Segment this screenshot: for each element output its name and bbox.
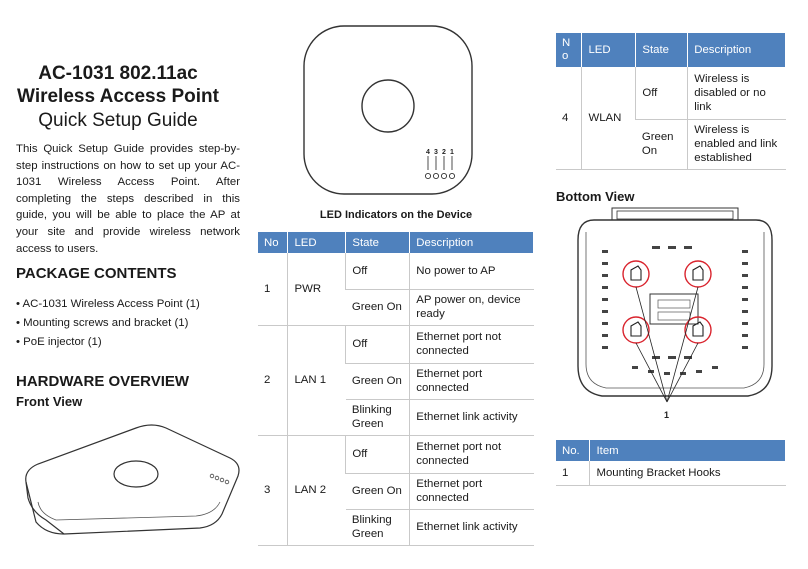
led-description: Ethernet port not connected	[410, 325, 534, 363]
col-header-description: Description	[410, 232, 534, 253]
doc-title-model: AC-1031 802.11ac	[38, 63, 198, 84]
led-description: AP power on, device ready	[410, 289, 534, 325]
led-no: 3	[258, 435, 288, 545]
col-header-no: No.	[556, 440, 590, 461]
package-list	[16, 295, 240, 352]
led-description: Ethernet link activity	[410, 399, 534, 435]
callout-number: 1	[664, 410, 670, 420]
led-number: 3	[434, 149, 438, 156]
col-header-no: No	[258, 232, 288, 253]
led-no: 4	[556, 67, 582, 169]
led-description: Ethernet port connected	[410, 363, 534, 399]
package-item: • PoE injector (1)	[16, 333, 240, 352]
led-indicator-table-continued	[556, 33, 786, 170]
led-state: Off	[636, 67, 688, 119]
table-header-row	[556, 33, 786, 67]
led-name: LAN 1	[288, 325, 346, 435]
led-state: Blinking Green	[346, 509, 410, 545]
device-bottom-view-illustration	[572, 206, 778, 426]
col-header-state: State	[636, 33, 688, 67]
table-row	[258, 253, 534, 289]
led-number: 1	[450, 149, 454, 156]
led-state: Off	[346, 435, 410, 473]
led-name: PWR	[288, 253, 346, 325]
col-header-description: Description	[688, 33, 786, 67]
device-isometric-illustration	[16, 412, 244, 540]
intro-paragraph: This Quick Setup Guide provides step-by-step instructions on how to set up your AC-1031 Wireless Access Point. After completing the steps described in this guide, you will be able to place the AP at your site and provide wireless network access to users.	[16, 143, 240, 255]
led-description: Ethernet port connected	[410, 473, 534, 509]
led-indicator-table	[258, 232, 534, 546]
led-description: Ethernet port not connected	[410, 435, 534, 473]
led-state: Off	[346, 325, 410, 363]
table-header-row	[556, 440, 786, 461]
led-caption: LED Indicators on the Device	[319, 209, 473, 221]
led-state: Green On	[636, 119, 688, 169]
col-header-led: LED	[582, 33, 636, 67]
led-description: No power to AP	[410, 253, 534, 289]
doc-title-guide: Quick Setup Guide	[38, 110, 198, 131]
col-header-no	[556, 33, 582, 67]
doc-title-product: Wireless Access Point	[17, 86, 219, 107]
package-item: • AC-1031 Wireless Access Point (1)	[16, 295, 240, 314]
table-row	[556, 67, 786, 119]
led-description: Ethernet link activity	[410, 509, 534, 545]
front-view-heading: Front View	[16, 394, 83, 409]
col-header-state: State	[346, 232, 410, 253]
table-row	[258, 325, 534, 363]
led-no: 2	[258, 325, 288, 435]
col-header-led: LED	[288, 232, 346, 253]
col-header-no-text: No	[562, 37, 571, 62]
package-item: • Mounting screws and bracket (1)	[16, 314, 240, 333]
led-name: LAN 2	[288, 435, 346, 545]
hardware-overview-heading: HARDWARE OVERVIEW	[16, 373, 190, 390]
table-header-row	[258, 232, 534, 253]
table-row	[556, 461, 786, 485]
led-name: WLAN	[582, 67, 636, 169]
device-top-view-illustration	[300, 22, 476, 198]
led-no: 1	[258, 253, 288, 325]
led-description: Wireless is enabled and link established	[688, 119, 786, 169]
col-header-item: Item	[590, 440, 786, 461]
led-state: Green On	[346, 473, 410, 509]
item-no: 1	[556, 461, 590, 485]
led-number: 2	[442, 149, 446, 156]
bottom-items-table	[556, 440, 786, 486]
led-state: Green On	[346, 363, 410, 399]
package-contents-heading: PACKAGE CONTENTS	[16, 265, 177, 282]
led-number: 4	[426, 149, 430, 156]
led-state: Green On	[346, 289, 410, 325]
table-row	[258, 435, 534, 473]
item-name: Mounting Bracket Hooks	[590, 461, 786, 485]
led-state: Blinking Green	[346, 399, 410, 435]
led-state: Off	[346, 253, 410, 289]
bottom-view-heading: Bottom View	[556, 189, 635, 204]
led-description: Wireless is disabled or no link	[688, 67, 786, 119]
